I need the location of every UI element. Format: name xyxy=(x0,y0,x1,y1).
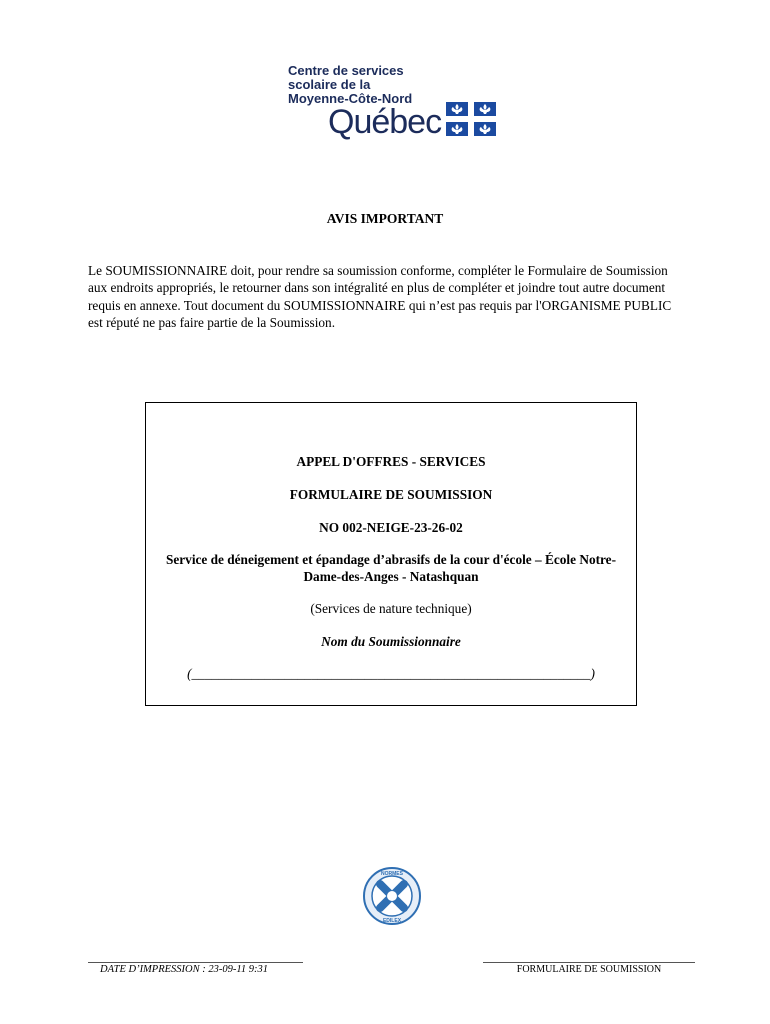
tender-type: APPEL D'OFFRES - SERVICES xyxy=(296,454,486,469)
notice-line-4: est réputé ne pas faire partie de la Soumission. xyxy=(88,314,336,330)
notice-heading: AVIS IMPORTANT xyxy=(326,211,444,226)
logo-line-3: Moyenne-Côte-Nord xyxy=(288,91,413,106)
seal-bottom-text: EDILEX xyxy=(382,918,402,924)
organization-logo xyxy=(288,64,500,144)
quebec-wordmark: Québec xyxy=(328,103,442,141)
bidder-name-label: Nom du Soumissionnaire xyxy=(321,634,461,649)
logo-line-2: scolaire de la xyxy=(288,77,371,92)
service-description-line-2: Dame-des-Anges - Natashquan xyxy=(303,569,479,584)
notice-line-1: Le SOUMISSIONNAIRE doit, pour rendre sa soumission conforme, compléter le Formulaire de Soumission xyxy=(88,263,668,278)
bidder-name-field[interactable]: (____________________________________________________________) xyxy=(187,666,595,681)
service-description-line-1: Service de déneigement et épandage d’abrasifs de la cour d'école – École Notre- xyxy=(165,552,617,567)
notice-line-3: requis en annexe. Tout document du SOUMISSIONNAIRE qui n’est pas requis par l'ORGANISME PUBLIC xyxy=(88,297,672,313)
quebec-fleurdelise-flag-icon xyxy=(446,102,496,136)
footer-left-rule xyxy=(88,962,303,963)
tender-info-box xyxy=(145,402,637,706)
form-title: FORMULAIRE DE SOUMISSION xyxy=(289,487,493,502)
footer-right-rule xyxy=(483,962,695,963)
notice-paragraph xyxy=(88,262,700,331)
normes-edilex-seal-icon xyxy=(362,866,422,926)
notice-line-2: aux endroits appropriés, le retourner dans son intégralité en plus de compléter et joindre tout autre document xyxy=(88,280,666,296)
logo-line-1: Centre de services xyxy=(288,63,404,78)
service-nature: (Services de nature technique) xyxy=(310,601,472,616)
seal-top-text: NORMES xyxy=(381,871,403,877)
print-date: DATE D’IMPRESSION : 23-09-11 9:31 xyxy=(100,964,268,975)
footer-form-title: FORMULAIRE DE SOUMISSION xyxy=(516,964,662,975)
tender-number: NO 002-NEIGE-23-26-02 xyxy=(319,520,463,535)
